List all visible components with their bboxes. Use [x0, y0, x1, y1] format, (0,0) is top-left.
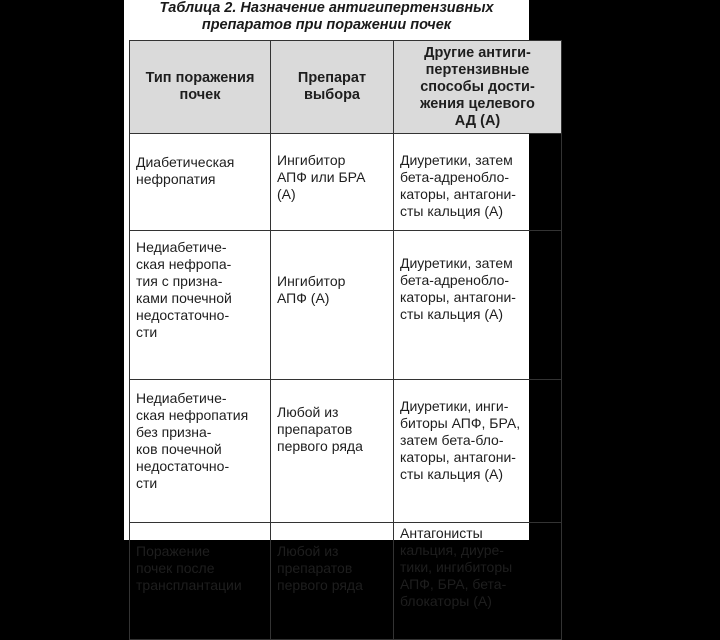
header-drug-of-choice [271, 41, 394, 134]
cell-text: Диуретики, затем [400, 255, 513, 271]
cell-drug [271, 380, 394, 523]
table-row [130, 134, 562, 231]
cell-text: без призна- [136, 424, 212, 440]
cell-text: Диуретики, инги- [400, 398, 509, 414]
header-text: Другие антиги- [424, 44, 531, 61]
cell-text: первого ряда [277, 438, 363, 454]
cell-text: ская нефропатия [136, 407, 249, 423]
cell-lesion-type [130, 380, 271, 523]
table-row [130, 380, 562, 523]
cell-text: сты кальция (А) [400, 306, 504, 322]
table-row [130, 231, 562, 380]
cell-text: АПФ (А) [277, 290, 330, 306]
cell-text: Любой из [277, 404, 339, 420]
header-lesion-type [130, 41, 271, 134]
cell-text: затем бета-бло- [400, 432, 504, 448]
cell-text: Ингибитор [277, 152, 346, 168]
cell-text: сты кальция (А) [400, 466, 504, 482]
cell-text: недостаточно- [136, 458, 230, 474]
cell-other-methods [394, 231, 562, 380]
cell-text: первого ряда [277, 577, 363, 593]
cell-text: Поражение [136, 543, 210, 559]
cell-text: нефропатия [136, 171, 216, 187]
cell-text: ков почечной [136, 441, 222, 457]
header-text: АД (А) [454, 112, 501, 129]
cell-text: сты кальция (А) [400, 203, 504, 219]
cell-text: Недиабетиче- [136, 239, 227, 255]
header-text: пертензивные [425, 61, 530, 78]
drug-table [129, 40, 562, 640]
cell-text: Диабетическая [136, 154, 235, 170]
cell-text: бета-адренобло- [400, 272, 510, 288]
cell-drug [271, 523, 394, 640]
cell-text: ками почечной [136, 290, 232, 306]
cell-text: АПФ, БРА, бета- [400, 576, 507, 592]
cell-text: Любой из [277, 543, 339, 559]
table-row [130, 523, 562, 640]
cell-text: Ингибитор [277, 273, 346, 289]
cell-lesion-type [130, 231, 271, 380]
cell-text: АПФ или БРА [277, 169, 366, 185]
cell-text: каторы, антагони- [400, 289, 516, 305]
cell-text: каторы, антагони- [400, 449, 516, 465]
cell-text: недостаточно- [136, 307, 230, 323]
cell-drug [271, 231, 394, 380]
cell-text: бета-адренобло- [400, 169, 510, 185]
cell-text: Недиабетиче- [136, 390, 227, 406]
cell-text: препаратов [277, 560, 353, 576]
header-text: жения целевого [420, 95, 535, 112]
cell-text: трансплантации [136, 577, 242, 593]
header-text: Препарат [297, 70, 367, 86]
header-text: выбора [303, 87, 361, 103]
cell-drug [271, 134, 394, 231]
cell-other-methods [394, 134, 562, 231]
title-line: Таблица 2. Назначение антигипертензивных [159, 0, 494, 16]
cell-text: препаратов [277, 421, 353, 437]
cell-lesion-type [130, 134, 271, 231]
title-line: препаратов при поражении почек [201, 17, 452, 33]
cell-text: биторы АПФ, БРА, [400, 415, 521, 431]
header-text: Тип поражения [145, 70, 255, 86]
table-title [124, 0, 529, 34]
cell-text: тия с призна- [136, 273, 223, 289]
cell-text: Диуретики, затем [400, 152, 513, 168]
cell-other-methods [394, 523, 562, 640]
cell-text: сти [136, 475, 158, 491]
cell-text: сти [136, 324, 158, 340]
cell-text: Антагонисты [400, 525, 483, 541]
document-page [124, 0, 535, 609]
header-text: почек [179, 87, 221, 103]
cell-text: тики, ингибиторы [400, 559, 513, 575]
cell-text: ская нефропа- [136, 256, 232, 272]
header-other-methods [394, 41, 562, 134]
cell-text: блокаторы (А) [400, 593, 492, 609]
cell-lesion-type [130, 523, 271, 640]
cell-text: почек после [136, 560, 215, 576]
cell-text: кальция, диуре- [400, 542, 504, 558]
cell-other-methods [394, 380, 562, 523]
cell-text: каторы, антагони- [400, 186, 516, 202]
cell-text: (А) [277, 186, 296, 202]
header-row [130, 41, 562, 134]
header-text: способы дости- [420, 78, 535, 95]
